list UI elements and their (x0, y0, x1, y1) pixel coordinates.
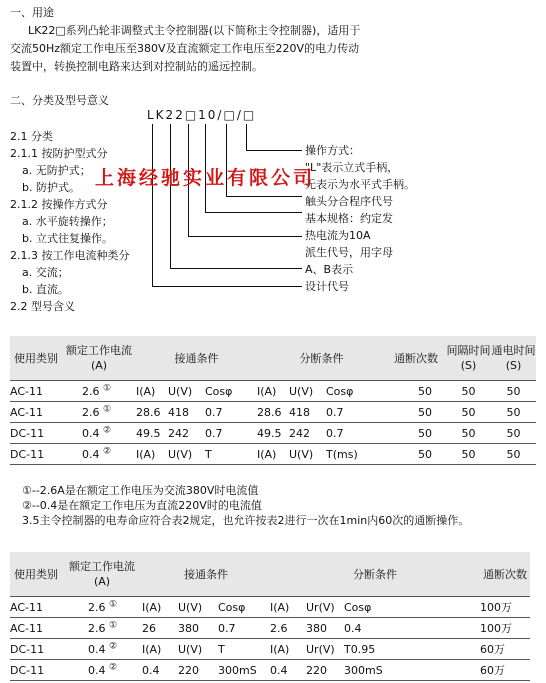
cell: 220 (178, 660, 218, 681)
cell-current: 2.6 (88, 621, 106, 635)
cell: I(A) (142, 639, 178, 660)
table-row (10, 381, 536, 402)
cell: 0.7 (326, 423, 386, 444)
cell: 50 (446, 444, 491, 465)
footnote-mark: ① (109, 598, 118, 609)
cell: T (205, 444, 257, 465)
cell (62, 381, 136, 402)
header-category: 使用类别 (10, 336, 62, 381)
cell: 60万 (480, 639, 530, 660)
cell: U(V) (178, 639, 218, 660)
cell: 300mS (218, 660, 270, 681)
cell: Cosφ (344, 597, 480, 618)
footnote-mark: ② (103, 424, 112, 435)
cell: 28.6 (257, 402, 289, 423)
meaning-item: 派生代号，用字母 (305, 246, 393, 259)
cell: 0.7 (326, 402, 386, 423)
cell-current: 2.6 (82, 405, 100, 419)
cell: I(A) (257, 444, 289, 465)
cell: AC-11 (10, 618, 62, 639)
meaning-item: 基本规格：约定发 (305, 212, 393, 225)
footnote-mark: ② (103, 445, 112, 456)
cell (62, 402, 136, 423)
model-code: LK22□10/□/□ (147, 108, 257, 122)
cell (62, 423, 136, 444)
cell: 50 (386, 423, 446, 444)
header-make-condition: 接通条件 (142, 552, 270, 597)
cell: 0.7 (205, 423, 257, 444)
table-row (10, 423, 536, 444)
cell: 50 (386, 381, 446, 402)
footnote-mark: ② (109, 661, 118, 672)
meaning-item: 热电流为10A (305, 229, 371, 242)
cell: 100万 (480, 618, 530, 639)
cell: I(A) (142, 597, 178, 618)
cell: AC-11 (10, 597, 62, 618)
meaning-item: 无表示为水平式手柄。 (305, 178, 415, 191)
cell: 0.4 (142, 660, 178, 681)
note: 3.5主令控制器的电寿命应符合表2规定，也允许按表2进行一次在1min内60次的通断操作。 (22, 514, 470, 527)
section1-paragraph-line3: 装置中，转换控制电路来达到对控制站的遥远控制。 (10, 60, 263, 73)
cell: 28.6 (136, 402, 168, 423)
meaning-item: 触头分合程序代号 (305, 195, 393, 208)
cell-current: 2.6 (88, 600, 106, 614)
section1-paragraph-line1: LK22□系列凸轮非调整式主令控制器(以下简称主令控制器)，适用于 (28, 24, 361, 37)
section2-heading: 二、分类及型号意义 (10, 94, 109, 107)
class-item: a. 无防护式； (22, 164, 91, 177)
cell: I(A) (136, 381, 168, 402)
cell: 50 (491, 423, 536, 444)
meaning-item: 设计代号 (305, 280, 349, 293)
cell: I(A) (270, 639, 306, 660)
class-item: a. 水平旋转操作； (22, 215, 113, 228)
cell: 50 (386, 402, 446, 423)
cell-current: 0.4 (82, 447, 100, 461)
class-item: b. 立式往复操作。 (22, 232, 113, 245)
cell: 50 (386, 444, 446, 465)
header-operations: 通断次数 (386, 336, 446, 381)
cell (62, 660, 142, 681)
cell: 50 (446, 381, 491, 402)
class-item: 2.1.1 按防护型式分 (10, 147, 108, 160)
header-interval: 间隔时间(S) (446, 336, 491, 381)
cell: 60万 (480, 660, 530, 681)
cell: T (218, 639, 270, 660)
table-row (10, 402, 536, 423)
section1-heading: 一、用途 (10, 6, 54, 19)
note: ②--0.4是在额定工作电压为直流220V时的电流值 (22, 499, 262, 512)
table-row (10, 444, 536, 465)
cell: U(V) (289, 381, 326, 402)
header-break-condition: 分断条件 (257, 336, 386, 381)
cell: 0.7 (205, 402, 257, 423)
table-1 (10, 336, 536, 465)
table-row (10, 618, 530, 639)
cell (62, 639, 142, 660)
cell: 380 (306, 618, 344, 639)
footnote-mark: ① (109, 619, 118, 630)
table-row (10, 597, 530, 618)
cell: 50 (491, 381, 536, 402)
class-item: 2.1.3 按工作电流种类分 (10, 249, 130, 262)
table-row (10, 660, 530, 681)
class-item: b. 防护式。 (22, 181, 80, 194)
cell: 0.4 (270, 660, 306, 681)
note: ①--2.6A是在额定工作电压为交流380V时电流值 (22, 484, 259, 497)
header-break-condition: 分断条件 (270, 552, 480, 597)
cell: Ur(V) (306, 597, 344, 618)
cell-current: 2.6 (82, 384, 100, 398)
header-on-time: 通电时间(S) (491, 336, 536, 381)
cell: 418 (168, 402, 205, 423)
class-item: 2.2 型号含义 (10, 300, 75, 313)
cell: 49.5 (257, 423, 289, 444)
cell (62, 444, 136, 465)
cell: 2.6 (270, 618, 306, 639)
cell: Cosφ (205, 381, 257, 402)
cell: Ur(V) (306, 639, 344, 660)
meaning-item: 操作方式： (305, 144, 360, 157)
footnote-mark: ① (103, 382, 112, 393)
cell (62, 618, 142, 639)
table-row (10, 639, 530, 660)
meaning-item: "L"表示立式手柄， (305, 161, 399, 174)
cell: T(ms) (326, 444, 386, 465)
header-rated-current: 额定工作电流(A) (62, 552, 142, 597)
cell: AC-11 (10, 402, 62, 423)
cell-current: 0.4 (82, 426, 100, 440)
cell (62, 597, 142, 618)
cell: AC-11 (10, 381, 62, 402)
cell: 380 (178, 618, 218, 639)
cell: U(V) (168, 381, 205, 402)
cell: 50 (491, 444, 536, 465)
cell: DC-11 (10, 660, 62, 681)
section1-paragraph-line2: 交流50Hz额定工作电压至380V及直流额定工作电压至220V的电力传动 (10, 42, 360, 55)
cell: T0.95 (344, 639, 480, 660)
cell: 0.7 (218, 618, 270, 639)
cell: Cosφ (218, 597, 270, 618)
class-item: a. 交流； (22, 266, 69, 279)
header-operations: 通断次数 (480, 552, 530, 597)
cell: DC-11 (10, 423, 62, 444)
cell: 50 (491, 402, 536, 423)
class-item: b. 直流。 (22, 283, 69, 296)
cell: I(A) (136, 444, 168, 465)
cell-current: 0.4 (88, 663, 106, 677)
company-watermark: 上海经驰实业有限公司 (95, 167, 316, 189)
cell: I(A) (270, 597, 306, 618)
cell: U(V) (289, 444, 326, 465)
cell: Cosφ (326, 381, 386, 402)
cell: 50 (446, 402, 491, 423)
cell: 100万 (480, 597, 530, 618)
cell: DC-11 (10, 639, 62, 660)
cell: 242 (289, 423, 326, 444)
cell: 242 (168, 423, 205, 444)
header-category: 使用类别 (10, 552, 62, 597)
cell: 0.4 (344, 618, 480, 639)
cell: U(V) (178, 597, 218, 618)
cell: 50 (446, 423, 491, 444)
table-2 (10, 552, 530, 681)
cell: 220 (306, 660, 344, 681)
footnote-mark: ② (109, 640, 118, 651)
class-item: 2.1.2 按操作方式分 (10, 198, 108, 211)
cell: 300mS (344, 660, 480, 681)
header-make-condition: 接通条件 (136, 336, 257, 381)
meaning-item: A、B表示 (305, 263, 354, 276)
cell: DC-11 (10, 444, 62, 465)
cell: U(V) (168, 444, 205, 465)
footnote-mark: ① (103, 403, 112, 414)
cell: 418 (289, 402, 326, 423)
cell: I(A) (257, 381, 289, 402)
class-item: 2.1 分类 (10, 130, 53, 143)
cell-current: 0.4 (88, 642, 106, 656)
cell: 26 (142, 618, 178, 639)
header-rated-current: 额定工作电流(A) (62, 336, 136, 381)
cell: 49.5 (136, 423, 168, 444)
